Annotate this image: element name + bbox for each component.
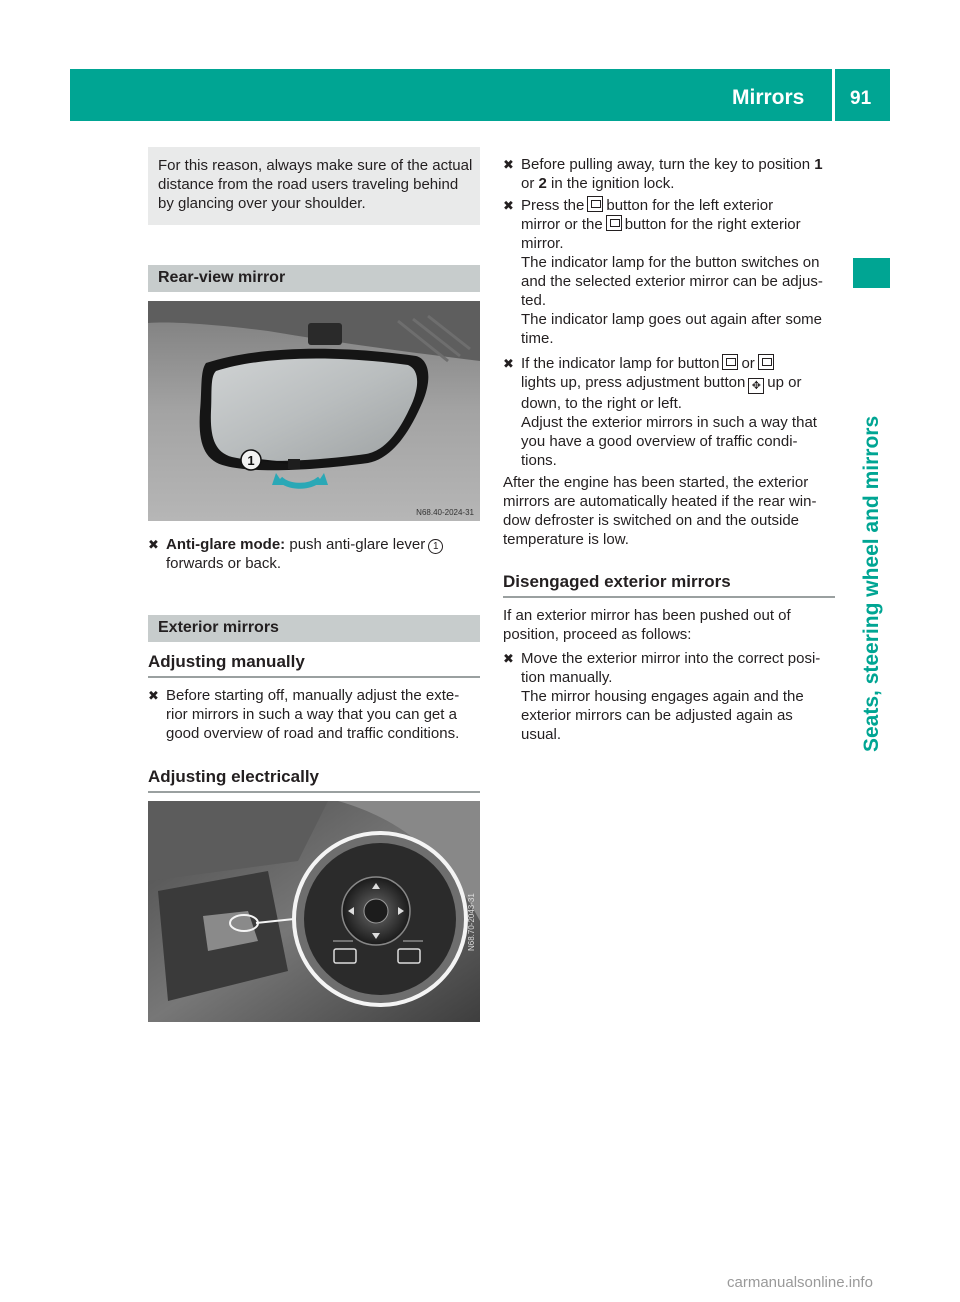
text-fragment: button for the left exterior <box>606 197 774 214</box>
callout-ref: 1 <box>428 539 443 554</box>
right-mirror-button-icon <box>758 354 774 370</box>
note-text: For this reason, always make sure of the actual distance from the road users traveling behind by glancing over your shoulder. <box>158 157 473 212</box>
key-position: 2 <box>538 175 547 192</box>
bullet-label: Anti-glare mode: <box>166 536 286 553</box>
text-line: and the selected exterior mirror can be adjus- <box>521 273 823 290</box>
text-line: position, proceed as follows: <box>503 626 692 643</box>
text-line: you have a good overview of traffic condi- <box>521 433 798 450</box>
text-fragment: in the ignition lock. <box>551 175 675 192</box>
text-line: If an exterior mirror has been pushed out of <box>503 607 791 624</box>
side-tab-marker <box>853 258 890 288</box>
bullet-arrow: ✖ <box>503 198 514 213</box>
key-position: 1 <box>814 156 823 173</box>
heading-rule <box>148 791 480 793</box>
text-line: Before starting off, manually adjust the exte- <box>166 687 460 704</box>
text-line: mirror. <box>521 235 564 252</box>
text-line: temperature is low. <box>503 531 629 548</box>
section-band-exterior <box>148 615 480 642</box>
text-line: mirrors are automatically heated if the rear win- <box>503 493 817 510</box>
text-line: dow defroster is switched on and the outside <box>503 512 800 529</box>
page-title: Mirrors <box>732 86 805 109</box>
left-mirror-button-icon <box>587 196 603 212</box>
section-title-exterior: Exterior mirrors <box>158 619 279 636</box>
bullet-text: push anti-glare lever <box>289 536 426 553</box>
text-line: Move the exterior mirror into the correct posi- <box>521 650 821 667</box>
paragraph-heating <box>503 473 837 549</box>
bullet-anti-glare <box>148 535 480 575</box>
text-line: The indicator lamp goes out again after some <box>521 311 823 328</box>
section-title-rear-view: Rear-view mirror <box>158 269 286 286</box>
paragraph-disengaged <box>503 606 837 644</box>
text-line: tions. <box>521 452 557 469</box>
right-mirror-button-icon <box>606 215 622 231</box>
text-fragment: mirror or the <box>521 216 603 233</box>
text-line: The mirror housing engages again and the <box>521 688 804 705</box>
door-switch-illustration <box>148 801 480 1022</box>
callout-number: 1 <box>247 453 255 468</box>
left-mirror-button-icon <box>722 354 738 370</box>
rear-view-mirror-illustration <box>148 301 480 521</box>
image-code: N68.40-2024-31 <box>416 508 474 517</box>
heading-rule <box>503 596 835 598</box>
text-line: good overview of road and traffic conditions. <box>166 725 460 742</box>
text-line: Adjust the exterior mirrors in such a way that <box>521 414 817 431</box>
adjustment-button-icon: ✥ <box>748 378 764 394</box>
text-fragment: lights up, press adjustment button <box>521 374 746 391</box>
heading-rule <box>148 676 480 678</box>
bullet-arrow: ✖ <box>148 537 159 552</box>
bullet-arrow: ✖ <box>148 688 159 703</box>
heading-adjusting-manually: Adjusting manually <box>148 652 305 671</box>
text-fragment: or <box>741 355 755 372</box>
text-fragment: or <box>521 175 535 192</box>
heading-adjusting-electrically: Adjusting electrically <box>148 767 319 786</box>
text-line: The indicator lamp for the button switches on <box>521 254 820 271</box>
bullet-arrow: ✖ <box>503 651 514 666</box>
rear-view-mirror-photo <box>148 301 480 521</box>
page-number: 91 <box>850 88 872 109</box>
image-code: N68.70-2043-31 <box>467 893 476 951</box>
heading-disengaged-mirrors: Disengaged exterior mirrors <box>503 572 731 591</box>
bullet-text-end: forwards or back. <box>166 555 282 572</box>
text-line: exterior mirrors can be adjusted again as <box>521 707 793 724</box>
text-line: usual. <box>521 726 562 743</box>
text-line: After the engine has been started, the exterior <box>503 474 809 491</box>
text-line: down, to the right or left. <box>521 395 682 412</box>
chapter-side-label: Seats, steering wheel and mirrors <box>860 415 883 752</box>
text-fragment: button for the right exterior <box>624 216 801 233</box>
door-mirror-switch-photo <box>148 801 480 1022</box>
header-separator <box>832 69 835 121</box>
bullet-arrow: ✖ <box>503 157 514 172</box>
text-line: Before pulling away, turn the key to position <box>521 156 811 173</box>
footer-watermark: carmanualsonline.info <box>727 1274 873 1291</box>
text-line: ted. <box>521 292 547 309</box>
text-fragment: up or <box>767 374 802 391</box>
text-fragment: If the indicator lamp for button <box>521 355 720 372</box>
text-line: tion manually. <box>521 669 613 686</box>
text-line: time. <box>521 330 554 347</box>
section-band-rear-view <box>148 265 480 292</box>
text-fragment: Press the <box>521 197 585 214</box>
bullet-arrow: ✖ <box>503 356 514 371</box>
bullet-adjust-manually <box>148 686 480 746</box>
text-line: rior mirrors in such a way that you can get a <box>166 706 457 723</box>
